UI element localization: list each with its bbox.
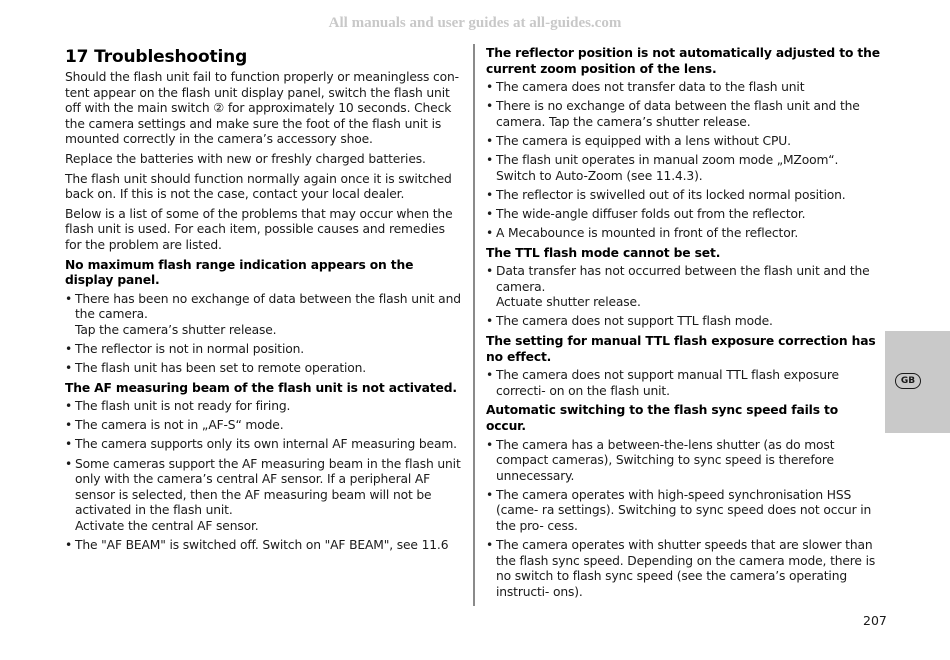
list-item xyxy=(486,134,881,150)
list-item xyxy=(486,153,881,184)
list-item-text: The reflector is swivelled out of its locked normal position. xyxy=(496,187,846,202)
list-item xyxy=(65,437,461,453)
list-item-text: • Some cameras support the AF measuring beam in the flash unit only with the camera’s central AF sensor. If a peripheral AF sensor is selected, then the AF measuring beam will not be activated in the flash unit. xyxy=(75,456,461,518)
list-item-text: The camera does not support TTL flash mode. xyxy=(496,314,773,329)
list-item-remedy: Actuate shutter release. xyxy=(496,295,641,310)
list-item-text: The camera operates with high-speed synchronisation HSS (came- ra settings). Switching to sync speed does not occur in the pro- cess. xyxy=(496,487,872,534)
right-column xyxy=(486,46,881,605)
bullet-list xyxy=(65,399,461,553)
list-item-remedy: Activate the central AF sensor. xyxy=(75,518,259,533)
intro-paragraph: Replace the batteries with new or freshly charged batteries. xyxy=(65,151,426,166)
column-divider xyxy=(473,44,475,606)
language-badge: GB xyxy=(895,373,921,389)
list-item xyxy=(65,292,461,339)
list-item xyxy=(486,368,881,399)
bullet-list xyxy=(486,368,881,399)
list-item xyxy=(486,438,881,485)
section-heading: Automatic switching to the flash sync speed fails to occur. xyxy=(486,403,839,433)
list-item-text: A Mecabounce is mounted in front of the reflector. xyxy=(496,225,799,240)
list-item-text: The flash unit is not ready for firing. xyxy=(75,399,291,414)
list-item xyxy=(486,314,881,330)
list-item xyxy=(486,264,881,311)
intro-paragraph: The flash unit should function normally again once it is switched back on. If this is not the case, contact your local dealer. xyxy=(65,171,452,202)
list-item-text: The camera does not transfer data to the flash unit xyxy=(496,80,805,95)
watermark: All manuals and user guides at all-guides.com xyxy=(328,15,622,31)
page-title: 17 Troubleshooting xyxy=(65,47,248,67)
list-item-text: The "AF BEAM" is switched off. Switch on "AF BEAM", see 11.6 xyxy=(75,538,449,553)
list-item-remedy: Switch to Auto-Zoom (see 11.4.3). xyxy=(496,168,703,183)
bullet-list xyxy=(65,292,461,377)
list-item xyxy=(486,207,881,223)
list-item xyxy=(486,188,881,204)
list-item xyxy=(65,361,461,377)
list-item xyxy=(486,80,881,96)
list-item-text: The wide-angle diffuser folds out from the reflector. xyxy=(496,206,806,221)
section-heading: The reflector position is not automatically adjusted to the current zoom position of the lens. xyxy=(486,46,880,76)
list-item xyxy=(65,418,461,434)
section-heading: The AF measuring beam of the flash unit is not activated. xyxy=(65,380,457,395)
bullet-list xyxy=(486,438,881,601)
list-item-text: The camera operates with shutter speeds that are slower than the flash sync speed. Depending on the camera mode, there is no switch to flash sync speed (see the camera’s operating instructi- ons). xyxy=(496,538,876,599)
list-item xyxy=(65,457,461,535)
list-item-text: The reflector is not in normal position. xyxy=(75,342,305,356)
left-column xyxy=(65,46,461,558)
bullet-list xyxy=(486,80,881,241)
list-item xyxy=(486,538,881,600)
list-item xyxy=(65,342,461,358)
intro-paragraph: Below is a list of some of the problems that may occur when the flash unit is used. For each item, possible causes and remedies for the problem are listed. xyxy=(65,206,453,252)
list-item-text: There is no exchange of data between the flash unit and the camera. Tap the camera’s shutter release. xyxy=(496,99,860,129)
list-item xyxy=(486,226,881,242)
list-item-text: The camera is not in „AF-S“ mode. xyxy=(75,418,284,433)
list-item-text: • Data transfer has not occurred between the flash unit and the camera. xyxy=(496,264,870,294)
list-item-remedy: Tap the camera’s shutter release. xyxy=(75,322,277,337)
list-item-text: The camera is equipped with a lens without CPU. xyxy=(496,133,791,148)
list-item xyxy=(486,488,881,535)
list-item-text: The camera does not support manual TTL flash exposure correcti- on on the flash unit. xyxy=(496,368,839,398)
intro-paragraph: Should the flash unit fail to function properly or meaningless con- tent appear on the flash unit display panel, switch the flash unit off with the main switch ② for approximately 10 seconds. Check the camera settings and make sure the foot of the flash unit is mounted correctly in the camera’s accessory shoe. xyxy=(65,70,459,147)
page-number: 207 xyxy=(863,613,887,628)
section-heading: The TTL flash mode cannot be set. xyxy=(486,245,721,260)
list-item xyxy=(65,538,461,554)
section-heading: No maximum flash range indication appears on the display panel. xyxy=(65,257,414,288)
list-item-text: • The flash unit operates in manual zoom mode „MZoom“. xyxy=(496,153,839,168)
list-item xyxy=(65,399,461,415)
list-item-text: The camera has a between-the-lens shutter (as do most compact cameras), Switching to sync speed is therefore unnecessary. xyxy=(496,437,835,483)
section-heading: The setting for manual TTL flash exposure correction has no effect. xyxy=(486,334,876,364)
list-item-text: The camera supports only its own internal AF measuring beam. xyxy=(75,437,457,452)
bullet-list xyxy=(486,264,881,330)
list-item-text: • There has been no exchange of data between the flash unit and the camera. xyxy=(75,291,461,322)
list-item xyxy=(486,99,881,130)
list-item-text: The flash unit has been set to remote operation. xyxy=(75,361,367,376)
